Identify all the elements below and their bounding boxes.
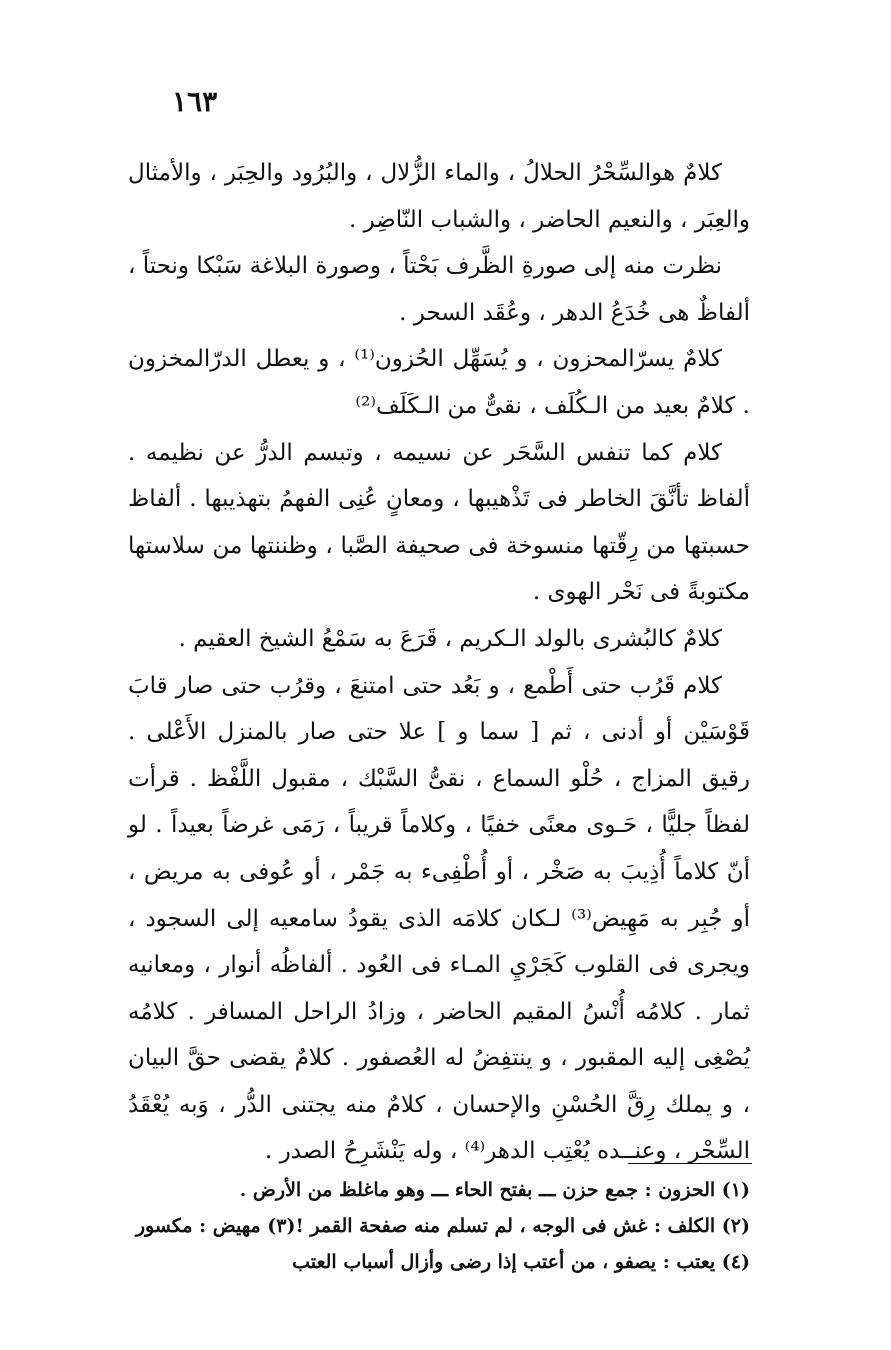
footnote-1: (١) الحزون : جمع حزن ـــ بفتح الحاء ـــ وهو ماغلظ من الأرض . — [239, 1179, 750, 1201]
footnote-2-3: (٢) الكلف : غش فى الوجه ، لم تسلم منه صفحة القمر !(٣) مهيض : مكسور — [135, 1215, 750, 1237]
footnote-divider — [628, 1163, 752, 1164]
paragraph-2: نظرت منه إلى صورةِ الظَّرف بَحْتاً ، وصورة البلاغة سَبْكا ونحتاً ، ألفاظٌ هى خُدَعُ الدهر ، وعُقَد السحر . — [128, 253, 750, 326]
paragraph-3: كلامٌ يسرّالمحزون ، و يُسَهِّل الحُزون⁽¹⁾ ، و يعطل الدرّالمخزون . كلامٌ بعيد من الـكُلَف ، نقىٌّ من الـكَلَف⁽²⁾ — [128, 346, 750, 419]
paragraph-6: كلام قَرُب حتى أَطْمع ، و بَعُد حتى امتنعَ ، وقرُب حتى صار قابَ قَوْسَيْن أو أدنى ، ثم [ سما و ] علا حتى صار بالمنزل الأَعْلى . رقيق المزاج ، حُلْو السماع ، نقىُّ السَّبْك ، مقبول اللَّفْظ . قرأت لفظاً جليًّا ، حَـوى معنًى خفيًا ، وكلاماً قريباً ، رَمَى غرضاً بعيداً . لو أنّ كلاماً أُذِيبَ به صَخْر ، أو أُطْفِىء به جَمْر ، أو عُوفى به مريض ، أو جُبِر به مَهِيض⁽³⁾ لـكان كلامَه الذى يقودُ سامعيه إلى السجود ، ويجرى فى القلوب كَجَرْيِ المـاء فى العُود . ألفاظُه أنوار ، ومعانيه ثمار . كلامُه أُنْسُ المقيم الحاضر ، وزادُ الراحل المسافر . كلامُه يُصْغِى إليه المقبور ، و ينتفِضُ له العُصفور . كلامٌ يقضى حقَّ البيان ، و يملك رِقَّ الحُسْنِ والإحسان ، كلامٌ منه يجتنى الدُّر ، وَبه يُعْقَدُ السِّحْر ، وعنــده يُعْتِب الدهر⁽⁴⁾ ، وله يَنْشَرِحُ الصدر . — [128, 672, 750, 1165]
footnotes — [128, 1172, 750, 1280]
footnote-4: (٤) يعتب : يصفو ، من أعتب إذا رضى وأزال أسباب العتب — [292, 1251, 750, 1273]
paragraph-5: كلامٌ كالبُشرى بالولد الـكريم ، قَرَعَ به سَمْعُ الشيخ العقيم . — [178, 625, 722, 652]
paragraph-4: كلام كما تنفس السَّحَر عن نسيمه ، وتبسم الدرُّ عن نظيمه . ألفاظ تأنَّقَ الخاطر فى تَذْهيبها ، ومعانٍ عُنِى الفهمُ بتهذيبها . ألفاظ حسبتها من رِقّتها منسوخة فى صحيفة الصَّبا ، وظننتها من سلاستها مكتوبةً فى نَحْر الهوى . — [128, 439, 750, 606]
page-number: ١٦٣ — [172, 85, 218, 118]
body-text — [128, 150, 750, 1175]
paragraph-1: كلامٌ هوالسِّحْرُ الحلالُ ، والماء الزُّلال ، والبُرُود والحِبَر ، والأمثال والعِبَر ، والنعيم الحاضر ، والشباب النّاضِر . — [128, 160, 750, 233]
